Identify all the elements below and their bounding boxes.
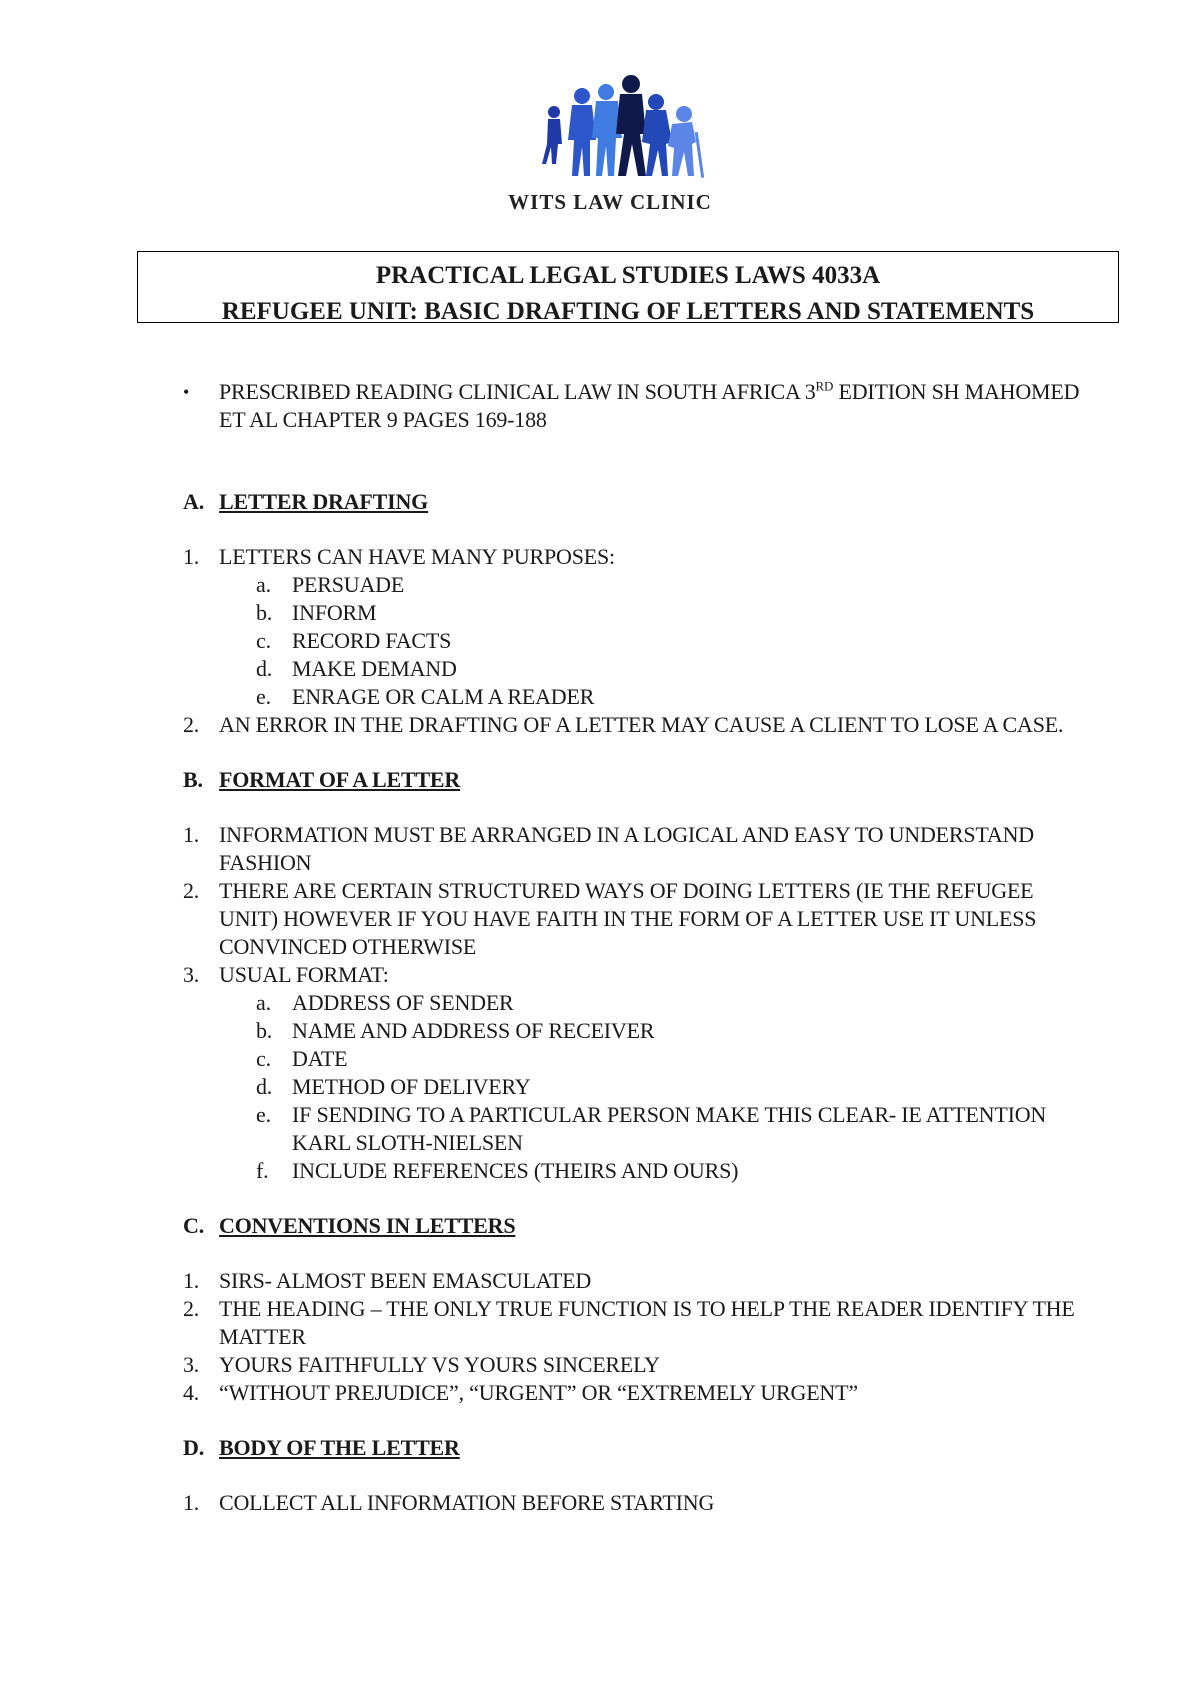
list-item: 1. INFORMATION MUST BE ARRANGED IN A LOGICAL AND EASY TO UNDERSTAND FASHION — [183, 822, 1034, 875]
sub-list-item: c. RECORD FACTS — [256, 628, 452, 653]
list-item: 3. YOURS FAITHFULLY VS YOURS SINCERELY — [183, 1352, 660, 1377]
list-item: 2. THERE ARE CERTAIN STRUCTURED WAYS OF DOING LETTERS (IE THE REFUGEE UNIT) HOWEVER IF YOU HAVE FAITH IN THE FORM OF A LETTER USE IT UNLESS CONVINCED OTHERWISE — [183, 878, 1037, 959]
section-heading: C. CONVENTIONS IN LETTERS — [183, 1212, 1083, 1240]
sub-list-item: a. ADDRESS OF SENDER — [256, 990, 514, 1015]
section-title: LETTER DRAFTING — [219, 489, 429, 514]
section-heading: A. LETTER DRAFTING — [183, 488, 1083, 516]
bullet-icon: • — [183, 382, 190, 402]
list-item: 2. AN ERROR IN THE DRAFTING OF A LETTER MAY CAUSE A CLIENT TO LOSE A CASE. — [183, 712, 1064, 737]
list-item: 1. LETTERS CAN HAVE MANY PURPOSES: — [183, 544, 615, 569]
sub-list-item: b. INFORM — [256, 600, 377, 625]
section-heading: D. BODY OF THE LETTER — [183, 1434, 1083, 1462]
list-item: 1. SIRS- ALMOST BEEN EMASCULATED — [183, 1268, 592, 1293]
sub-list-item: d. METHOD OF DELIVERY — [256, 1074, 531, 1099]
sub-list-item: e. ENRAGE OR CALM A READER — [256, 684, 595, 709]
list-item: 3. USUAL FORMAT: — [183, 962, 389, 987]
list-item: 4. “WITHOUT PREJUDICE”, “URGENT” OR “EXTREMELY URGENT” — [183, 1380, 858, 1405]
sub-list-item: d. MAKE DEMAND — [256, 656, 457, 681]
document-body — [183, 378, 1083, 1517]
unit-title: REFUGEE UNIT: BASIC DRAFTING OF LETTERS AND STATEMENTS — [221, 298, 1035, 325]
sub-list-item: b. NAME AND ADDRESS OF RECEIVER — [256, 1018, 655, 1043]
list-item: 2. THE HEADING – THE ONLY TRUE FUNCTION IS TO HELP THE READER IDENTIFY THE MATTER — [183, 1296, 1075, 1349]
reading-text-part2: EDITION SH MAHOMED ET AL CHAPTER 9 PAGES 169-188 — [219, 379, 1080, 432]
title-box — [137, 251, 1119, 323]
section-title: FORMAT OF A LETTER — [219, 767, 461, 792]
section-title: CONVENTIONS IN LETTERS — [219, 1213, 516, 1238]
reading-sup: RD — [815, 378, 834, 394]
sub-list-item: f. INCLUDE REFERENCES (THEIRS AND OURS) — [256, 1158, 739, 1183]
section-title: BODY OF THE LETTER — [219, 1435, 460, 1460]
people-walking-icon — [534, 72, 714, 184]
sub-list-item: a. PERSUADE — [256, 572, 405, 597]
course-title: PRACTICAL LEGAL STUDIES LAWS 4033A — [375, 262, 881, 289]
list-item: 1. COLLECT ALL INFORMATION BEFORE STARTING — [183, 1490, 715, 1515]
wits-law-clinic-logo — [490, 72, 720, 232]
logo-text: WITS LAW CLINIC — [508, 190, 712, 214]
prescribed-reading — [183, 378, 1083, 434]
section-heading: B. FORMAT OF A LETTER — [183, 766, 1083, 794]
reading-text-part1: PRESCRIBED READING CLINICAL LAW IN SOUTH AFRICA 3 — [219, 379, 816, 404]
sub-list-item: e. IF SENDING TO A PARTICULAR PERSON MAKE THIS CLEAR- IE ATTENTION KARL SLOTH-NIELSEN — [256, 1102, 1047, 1155]
sub-list-item: c. DATE — [256, 1046, 348, 1071]
